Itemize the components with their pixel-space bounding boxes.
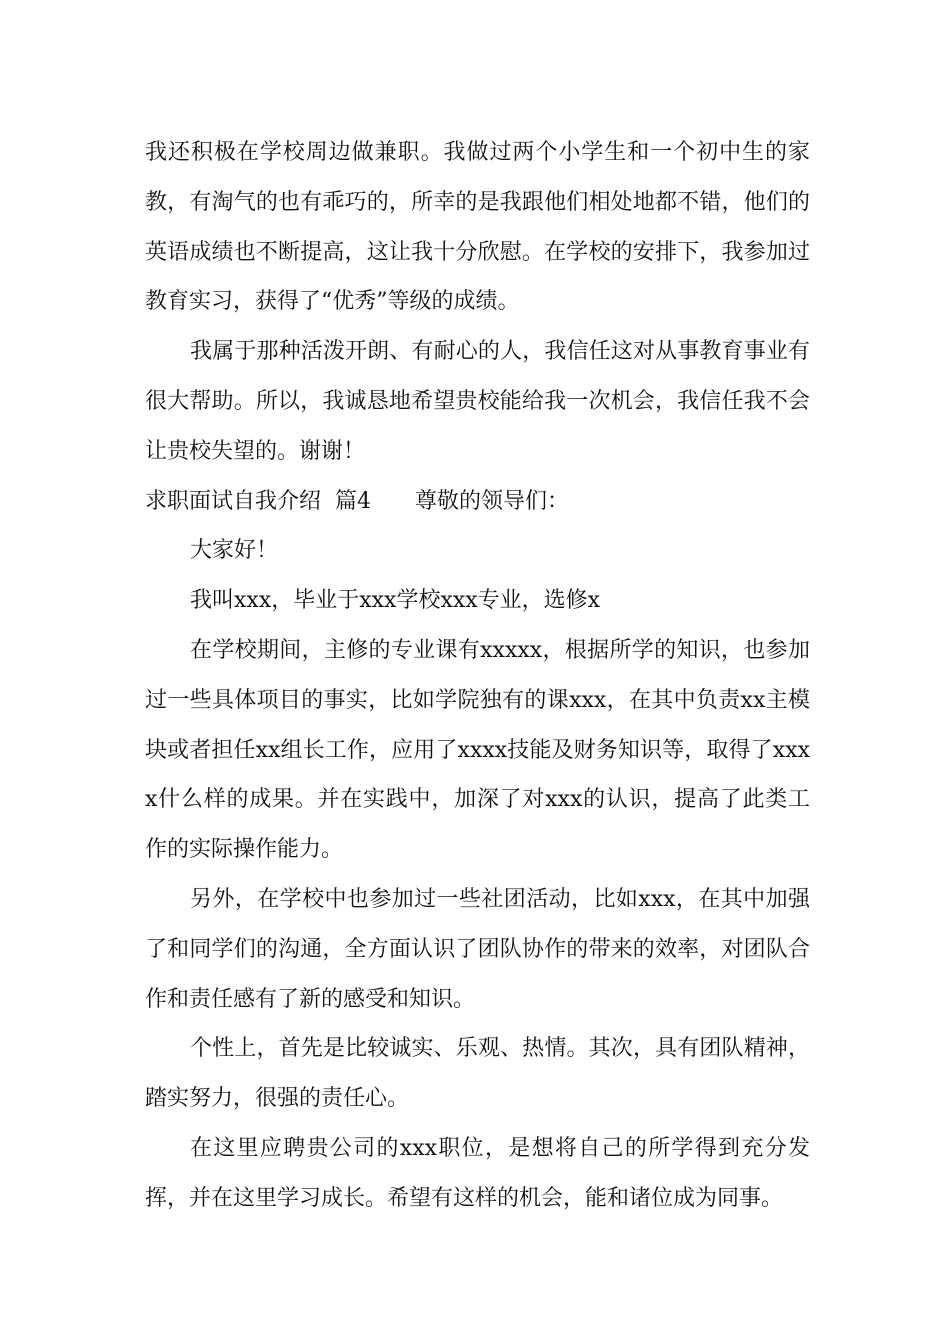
- paragraph-name-intro: 我叫xxx，毕业于xxx学校xxx专业，选修x: [190, 588, 601, 614]
- section-title: 求职面试自我介绍 篇4: [145, 488, 371, 514]
- paragraph-greeting: 大家好！: [190, 538, 279, 564]
- paragraph-part-time-work: 我还积极在学校周边做兼职。我做过两个小学生和一个初中生的家教，有淘气的也有乖巧的，所幸的是我跟他们相处地都不错，他们的英语成绩也不断提高，这让我十分欣慰。在学校的安排下，我参加过教育实习，获得了“优秀”等级的成绩。: [145, 140, 810, 315]
- document-page: [145, 128, 810, 1224]
- paragraph-application: 在这里应聘贵公司的xxx职位，是想将自己的所学得到充分发挥，并在这里学习成长。希望有这样的机会，能和诸位成为同事。: [145, 1135, 810, 1211]
- paragraph-personality: 我属于那种活泼开朗、有耐心的人，我信任这对从事教育事业有很大帮助。所以，我诚恳地希望贵校能给我一次机会，我信任我不会让贵校失望的。谢谢！: [145, 339, 810, 464]
- paragraph-school-period: 在学校期间，主修的专业课有xxxxx，根据所学的知识，也参加过一些具体项目的事实，比如学院独有的课xxx，在其中负责xx主模块或者担任xx组长工作，应用了xxxx技能及财务知识等，取得了xxxx什么样的成果。并在实践中，加深了对xxx的认识，提高了此类工作的实际操作能力。: [145, 637, 810, 863]
- section-heading-line: [145, 477, 810, 527]
- paragraph-character: 个性上，首先是比较诚实、乐观、热情。其次，具有团队精神，踏实努力，很强的责任心。: [145, 1036, 810, 1112]
- paragraph-club-activities: 另外，在学校中也参加过一些社团活动，比如xxx，在其中加强了和同学们的沟通，全方面认识了团队协作的带来的效率，对团队合作和责任感有了新的感受和知识。: [145, 886, 810, 1012]
- salutation: 尊敬的领导们：: [414, 488, 569, 514]
